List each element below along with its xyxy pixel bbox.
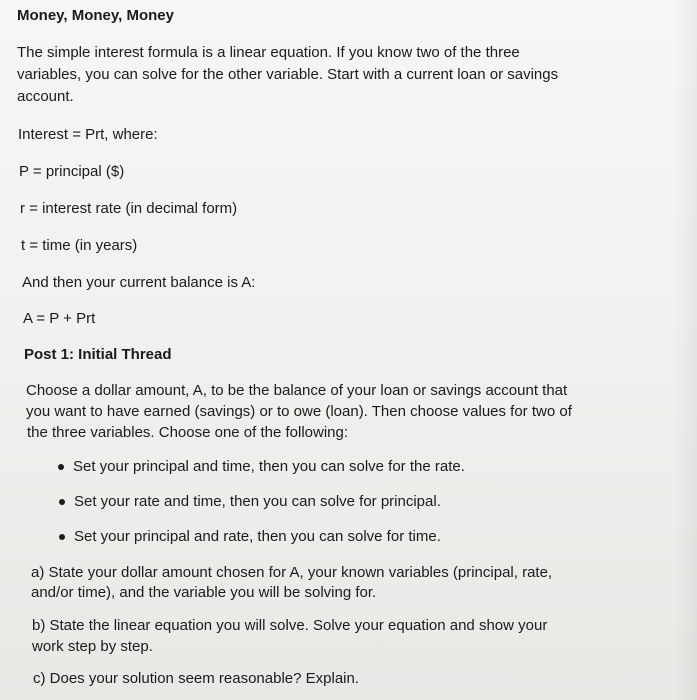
post-heading: Post 1: Initial Thread xyxy=(24,346,172,363)
question-a-line-2: and/or time), and the variable you will be solving for. xyxy=(31,584,377,601)
bullet-icon xyxy=(59,534,65,540)
intro-line-2: variables, you can solve for the other variable. Start with a current loan or savings xyxy=(17,66,559,83)
balance-text: And then your current balance is A: xyxy=(22,274,256,291)
page-edge-shadow xyxy=(675,0,697,700)
option-solve-principal: Set your rate and time, then you can solve for principal. xyxy=(74,493,441,510)
definition-principal: P = principal ($) xyxy=(19,163,125,180)
instructions-line-2: you want to have earned (savings) or to owe (loan). Then choose values for two of xyxy=(26,403,572,420)
instructions-line-1: Choose a dollar amount, A, to be the balance of your loan or savings account that xyxy=(26,382,568,399)
option-solve-rate: Set your principal and time, then you can solve for the rate. xyxy=(73,458,465,475)
question-b-line-2: work step by step. xyxy=(32,638,153,655)
balance-formula: A = P + Prt xyxy=(23,310,96,327)
instructions-line-3: the three variables. Choose one of the following: xyxy=(27,424,349,441)
question-b-line-1: b) State the linear equation you will solve. Solve your equation and show your xyxy=(32,617,548,634)
question-a-line-1: a) State your dollar amount chosen for A, your known variables (principal, rate, xyxy=(31,564,553,581)
bullet-icon xyxy=(58,464,64,470)
definition-time: t = time (in years) xyxy=(21,237,138,254)
page-title: Money, Money, Money xyxy=(17,7,174,24)
intro-line-1: The simple interest formula is a linear equation. If you know two of the three xyxy=(17,44,520,61)
option-solve-time: Set your principal and rate, then you can solve for time. xyxy=(74,528,441,545)
definition-rate: r = interest rate (in decimal form) xyxy=(20,200,238,217)
bullet-icon xyxy=(59,499,65,505)
question-c: c) Does your solution seem reasonable? Explain. xyxy=(33,670,360,687)
formula-heading: Interest = Prt, where: xyxy=(18,126,158,143)
intro-line-3: account. xyxy=(17,88,74,105)
